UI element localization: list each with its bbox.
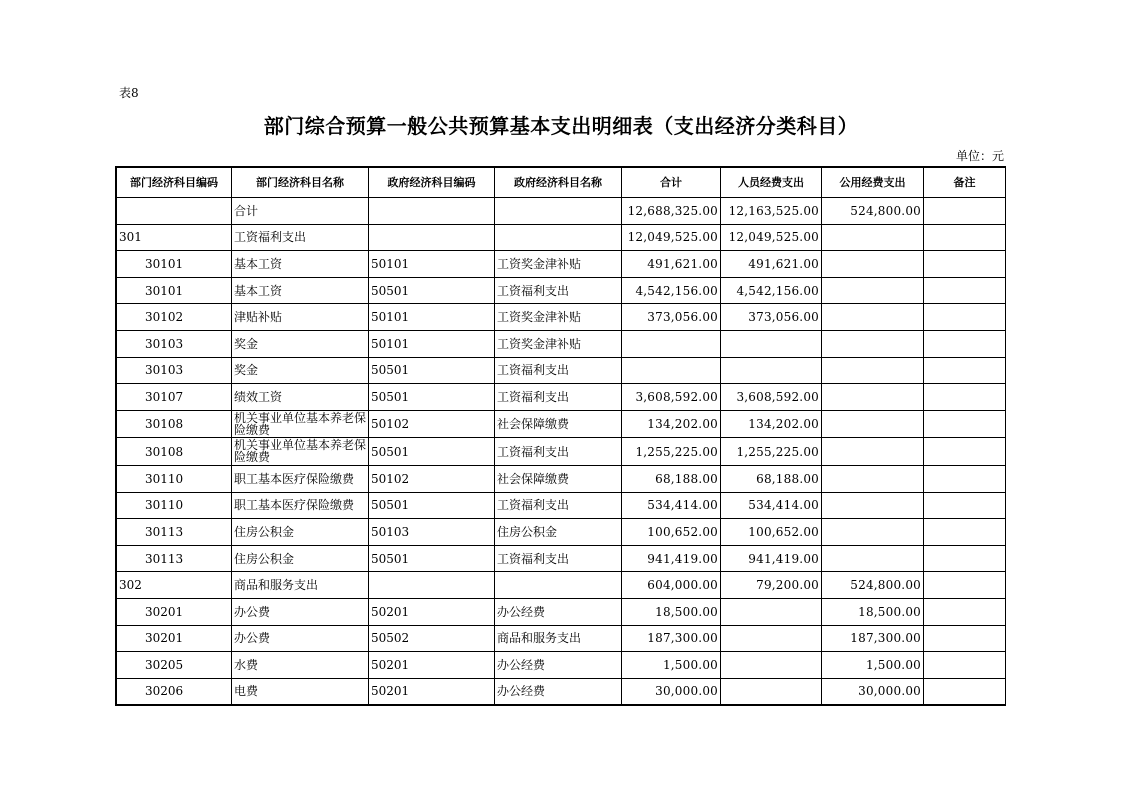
table-row [117, 410, 1006, 438]
cell-personnel: 941,419.00 [721, 545, 822, 572]
cell-gov-code: 50501 [369, 357, 495, 384]
table-row [117, 545, 1006, 572]
cell-gov-name: 工资奖金津补贴 [495, 304, 622, 331]
cell-total: 68,188.00 [622, 465, 721, 492]
cell-total: 30,000.00 [622, 678, 721, 705]
cell-total [622, 330, 721, 357]
table-header-row [117, 168, 1006, 198]
col-header-gov-name: 政府经济科目名称 [495, 168, 622, 198]
table-row [117, 519, 1006, 546]
cell-gov-name [495, 198, 622, 225]
cell-dept-code: 30103 [117, 330, 232, 357]
cell-dept-code: 30110 [117, 492, 232, 519]
cell-gov-name: 工资福利支出 [495, 545, 622, 572]
table-row [117, 251, 1006, 278]
cell-total: 941,419.00 [622, 545, 721, 572]
cell-dept-name: 办公费 [232, 598, 369, 625]
table-row [117, 652, 1006, 679]
cell-public [822, 251, 924, 278]
cell-gov-name: 办公经费 [495, 678, 622, 705]
cell-dept-code: 30205 [117, 652, 232, 679]
cell-dept-code: 30201 [117, 598, 232, 625]
cell-personnel: 100,652.00 [721, 519, 822, 546]
cell-total: 1,255,225.00 [622, 438, 721, 466]
cell-dept-name: 合计 [232, 198, 369, 225]
cell-total: 134,202.00 [622, 410, 721, 438]
cell-dept-name: 基本工资 [232, 251, 369, 278]
table-row [117, 625, 1006, 652]
cell-total: 4,542,156.00 [622, 277, 721, 304]
cell-total: 12,049,525.00 [622, 224, 721, 251]
cell-note [924, 492, 1006, 519]
cell-note [924, 652, 1006, 679]
cell-dept-code: 30201 [117, 625, 232, 652]
cell-public [822, 224, 924, 251]
cell-note [924, 410, 1006, 438]
cell-total: 100,652.00 [622, 519, 721, 546]
page-title: 部门综合预算一般公共预算基本支出明细表（支出经济分类科目） [263, 114, 859, 138]
cell-dept-name: 工资福利支出 [232, 224, 369, 251]
table-row [117, 492, 1006, 519]
cell-dept-code: 30101 [117, 277, 232, 304]
cell-public: 187,300.00 [822, 625, 924, 652]
cell-personnel: 534,414.00 [721, 492, 822, 519]
col-header-gov-code: 政府经济科目编码 [369, 168, 495, 198]
cell-dept-code: 30101 [117, 251, 232, 278]
cell-gov-code: 50501 [369, 438, 495, 466]
table-row [117, 357, 1006, 384]
cell-dept-name: 津贴补贴 [232, 304, 369, 331]
cell-gov-code: 50101 [369, 251, 495, 278]
cell-public: 1,500.00 [822, 652, 924, 679]
cell-public [822, 304, 924, 331]
cell-total: 604,000.00 [622, 572, 721, 599]
cell-personnel: 12,049,525.00 [721, 224, 822, 251]
cell-dept-name: 商品和服务支出 [232, 572, 369, 599]
col-header-personnel: 人员经费支出 [721, 168, 822, 198]
col-header-public: 公用经费支出 [822, 168, 924, 198]
cell-personnel [721, 652, 822, 679]
cell-gov-name [495, 224, 622, 251]
cell-gov-name: 工资福利支出 [495, 357, 622, 384]
cell-note [924, 438, 1006, 466]
cell-note [924, 304, 1006, 331]
cell-public: 524,800.00 [822, 572, 924, 599]
cell-total: 18,500.00 [622, 598, 721, 625]
cell-dept-code: 30107 [117, 384, 232, 411]
cell-total: 3,608,592.00 [622, 384, 721, 411]
cell-gov-code [369, 198, 495, 225]
cell-dept-code: 30108 [117, 438, 232, 466]
cell-gov-code: 50101 [369, 330, 495, 357]
cell-total: 12,688,325.00 [622, 198, 721, 225]
cell-gov-code: 50501 [369, 545, 495, 572]
cell-gov-name: 工资奖金津补贴 [495, 330, 622, 357]
cell-gov-name: 社会保障缴费 [495, 410, 622, 438]
col-header-note: 备注 [924, 168, 1006, 198]
cell-gov-name: 工资福利支出 [495, 492, 622, 519]
cell-personnel: 68,188.00 [721, 465, 822, 492]
cell-gov-name: 工资福利支出 [495, 277, 622, 304]
budget-table [116, 167, 1006, 705]
cell-personnel: 134,202.00 [721, 410, 822, 438]
cell-gov-name: 办公经费 [495, 652, 622, 679]
cell-personnel [721, 625, 822, 652]
cell-dept-name: 机关事业单位基本养老保险缴费 [232, 410, 369, 438]
cell-public: 18,500.00 [822, 598, 924, 625]
cell-personnel: 12,163,525.00 [721, 198, 822, 225]
cell-gov-name: 办公经费 [495, 598, 622, 625]
cell-personnel: 79,200.00 [721, 572, 822, 599]
cell-note [924, 545, 1006, 572]
cell-dept-name: 职工基本医疗保险缴费 [232, 465, 369, 492]
cell-dept-name: 水费 [232, 652, 369, 679]
table-row [117, 465, 1006, 492]
cell-dept-name: 电费 [232, 678, 369, 705]
cell-gov-name: 工资奖金津补贴 [495, 251, 622, 278]
cell-public [822, 330, 924, 357]
cell-gov-code: 50501 [369, 492, 495, 519]
cell-personnel: 4,542,156.00 [721, 277, 822, 304]
cell-note [924, 678, 1006, 705]
unit-label: 单位：元 [955, 149, 1004, 163]
cell-dept-name: 办公费 [232, 625, 369, 652]
cell-public [822, 357, 924, 384]
col-header-dept-name: 部门经济科目名称 [232, 168, 369, 198]
cell-public [822, 519, 924, 546]
table-row [117, 678, 1006, 705]
cell-personnel [721, 678, 822, 705]
cell-dept-code [117, 198, 232, 225]
cell-dept-code: 301 [117, 224, 232, 251]
cell-personnel [721, 598, 822, 625]
cell-dept-name: 住房公积金 [232, 519, 369, 546]
cell-personnel [721, 330, 822, 357]
cell-gov-code: 50102 [369, 465, 495, 492]
cell-dept-name: 职工基本医疗保险缴费 [232, 492, 369, 519]
cell-public [822, 492, 924, 519]
cell-gov-code [369, 224, 495, 251]
cell-note [924, 251, 1006, 278]
table-row [117, 572, 1006, 599]
cell-gov-name [495, 572, 622, 599]
cell-gov-code: 50103 [369, 519, 495, 546]
cell-dept-name: 绩效工资 [232, 384, 369, 411]
cell-dept-code: 30110 [117, 465, 232, 492]
cell-gov-code: 50101 [369, 304, 495, 331]
table-row [117, 438, 1006, 466]
cell-personnel: 3,608,592.00 [721, 384, 822, 411]
cell-dept-name: 奖金 [232, 330, 369, 357]
table-row [117, 277, 1006, 304]
cell-total: 491,621.00 [622, 251, 721, 278]
cell-gov-code [369, 572, 495, 599]
cell-gov-name: 工资福利支出 [495, 384, 622, 411]
cell-personnel: 491,621.00 [721, 251, 822, 278]
table-row [117, 198, 1006, 225]
cell-dept-name: 奖金 [232, 357, 369, 384]
cell-public [822, 384, 924, 411]
cell-public [822, 465, 924, 492]
cell-dept-code: 30113 [117, 519, 232, 546]
cell-dept-name: 基本工资 [232, 277, 369, 304]
cell-public [822, 410, 924, 438]
cell-gov-name: 工资福利支出 [495, 438, 622, 466]
cell-public: 30,000.00 [822, 678, 924, 705]
cell-note [924, 277, 1006, 304]
cell-note [924, 465, 1006, 492]
cell-dept-name: 机关事业单位基本养老保险缴费 [232, 438, 369, 466]
cell-dept-code: 302 [117, 572, 232, 599]
table-body [117, 198, 1006, 705]
cell-gov-code: 50501 [369, 384, 495, 411]
cell-total [622, 357, 721, 384]
cell-total: 1,500.00 [622, 652, 721, 679]
cell-gov-name: 社会保障缴费 [495, 465, 622, 492]
cell-gov-name: 商品和服务支出 [495, 625, 622, 652]
cell-gov-code: 50201 [369, 598, 495, 625]
cell-total: 534,414.00 [622, 492, 721, 519]
cell-note [924, 384, 1006, 411]
table-row [117, 224, 1006, 251]
table-number: 表8 [119, 86, 139, 100]
cell-note [924, 357, 1006, 384]
table-row [117, 304, 1006, 331]
table-row [117, 384, 1006, 411]
cell-dept-code: 30113 [117, 545, 232, 572]
col-header-dept-code: 部门经济科目编码 [117, 168, 232, 198]
cell-total: 187,300.00 [622, 625, 721, 652]
cell-dept-code: 30206 [117, 678, 232, 705]
cell-public [822, 438, 924, 466]
cell-note [924, 224, 1006, 251]
cell-dept-name: 住房公积金 [232, 545, 369, 572]
cell-note [924, 198, 1006, 225]
cell-gov-code: 50201 [369, 652, 495, 679]
cell-personnel: 373,056.00 [721, 304, 822, 331]
cell-note [924, 519, 1006, 546]
cell-note [924, 625, 1006, 652]
table-row [117, 330, 1006, 357]
cell-public: 524,800.00 [822, 198, 924, 225]
cell-dept-code: 30102 [117, 304, 232, 331]
cell-personnel: 1,255,225.00 [721, 438, 822, 466]
cell-note [924, 330, 1006, 357]
cell-dept-code: 30108 [117, 410, 232, 438]
cell-public [822, 277, 924, 304]
cell-gov-code: 50201 [369, 678, 495, 705]
cell-gov-code: 50501 [369, 277, 495, 304]
table-row [117, 598, 1006, 625]
cell-dept-code: 30103 [117, 357, 232, 384]
cell-total: 373,056.00 [622, 304, 721, 331]
cell-note [924, 572, 1006, 599]
cell-gov-name: 住房公积金 [495, 519, 622, 546]
cell-public [822, 545, 924, 572]
cell-gov-code: 50502 [369, 625, 495, 652]
cell-note [924, 598, 1006, 625]
cell-personnel [721, 357, 822, 384]
col-header-total: 合计 [622, 168, 721, 198]
cell-gov-code: 50102 [369, 410, 495, 438]
